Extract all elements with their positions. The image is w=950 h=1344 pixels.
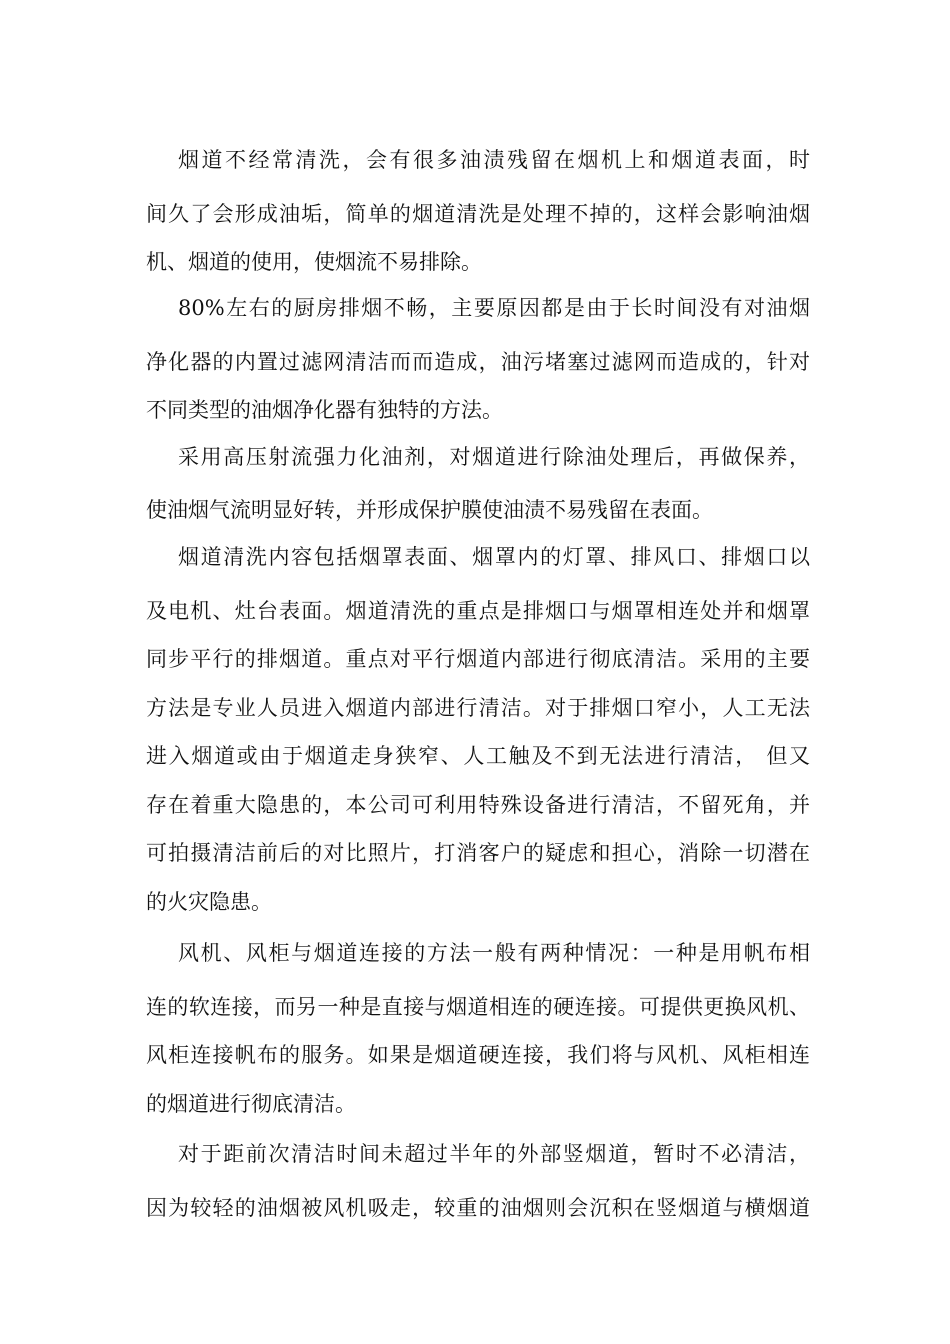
paragraph-4-line-6: 存在着重大隐患的，本公司可利用特殊设备进行清洁，不留死角，并 xyxy=(146,793,810,817)
paragraph-5-line-3: 风柜连接帆布的服务。如果是烟道硬连接，我们将与风机、风柜相连 xyxy=(146,1043,810,1067)
paragraph-4-line-3: 同步平行的排烟道。重点对平行烟道内部进行彻底清洁。采用的主要 xyxy=(146,647,810,671)
paragraph-2-line-2: 净化器的内置过滤网清洁而而造成，油污堵塞过滤网而造成的，针对 xyxy=(146,350,810,374)
paragraph-4-line-4: 方法是专业人员进入烟道内部进行清洁。对于排烟口窄小，人工无法 xyxy=(146,696,810,720)
paragraph-4-line-5: 进入烟道或由于烟道走身狭窄、人工触及不到无法进行清洁， 但又 xyxy=(146,744,810,768)
paragraph-1-line-1: 烟道不经常清洗，会有很多油渍残留在烟机上和烟道表面，时 xyxy=(178,148,810,172)
paragraph-5-line-1: 风机、风柜与烟道连接的方法一般有两种情况：一种是用帆布相 xyxy=(178,941,810,965)
paragraph-5-line-4: 的烟道进行彻底清洁。 xyxy=(146,1092,356,1116)
paragraph-4-line-8: 的火灾隐患。 xyxy=(146,890,272,914)
paragraph-6-line-1: 对于距前次清洁时间未超过半年的外部竖烟道，暂时不必清洁， xyxy=(178,1142,810,1166)
paragraph-4-line-1: 烟道清洗内容包括烟罩表面、烟罩内的灯罩、排风口、排烟口以 xyxy=(178,545,810,569)
paragraph-3-line-1: 采用高压射流强力化油剂，对烟道进行除油处理后，再做保养， xyxy=(178,445,810,469)
paragraph-4-line-7: 可拍摄清洁前后的对比照片，打消客户的疑虑和担心，消除一切潜在 xyxy=(146,841,810,865)
paragraph-2-line-1: 80%左右的厨房排烟不畅，主要原因都是由于长时间没有对油烟 xyxy=(178,296,810,320)
paragraph-1-line-2: 间久了会形成油垢，简单的烟道清洗是处理不掉的，这样会影响油烟 xyxy=(146,202,810,226)
paragraph-1-line-3: 机、烟道的使用，使烟流不易排除。 xyxy=(146,250,482,274)
paragraph-5-line-2: 连的软连接，而另一种是直接与烟道相连的硬连接。可提供更换风机、 xyxy=(146,995,810,1019)
paragraph-4-line-2: 及电机、灶台表面。烟道清洗的重点是排烟口与烟罩相连处并和烟罩 xyxy=(146,599,810,623)
paragraph-2-line-3: 不同类型的油烟净化器有独特的方法。 xyxy=(146,398,503,422)
paragraph-6-line-2: 因为较轻的油烟被风机吸走，较重的油烟则会沉积在竖烟道与横烟道 xyxy=(146,1196,810,1220)
paragraph-3-line-2: 使油烟气流明显好转，并形成保护膜使油渍不易残留在表面。 xyxy=(146,498,713,522)
